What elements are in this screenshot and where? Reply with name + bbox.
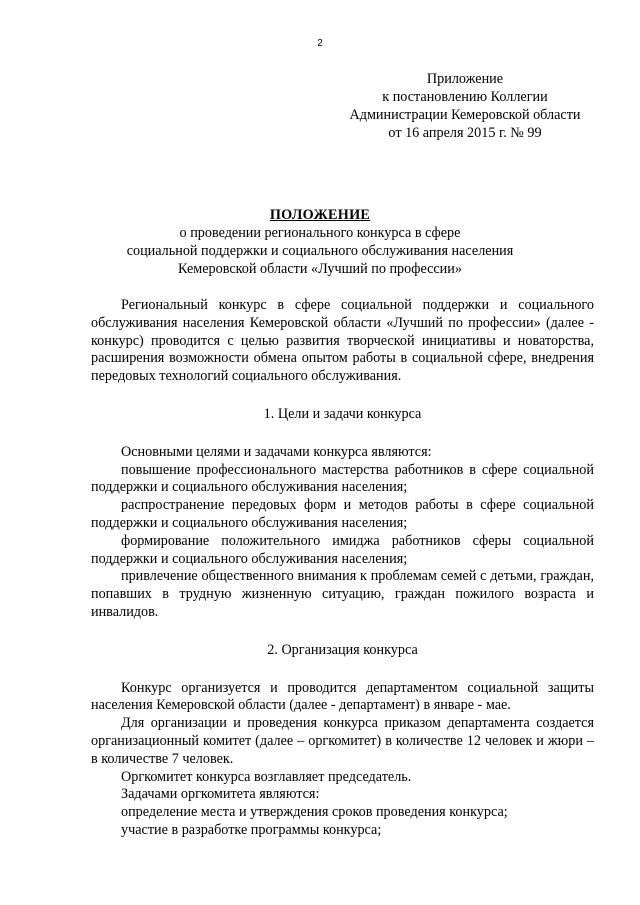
list-item: повышение профессионального мастерства работников в сфере социальной поддержки и социального обслуживания населения; xyxy=(91,461,594,496)
list-item: распространение передовых форм и методов работы в сфере социальной поддержки и социального обслуживания населения; xyxy=(91,497,594,531)
document-title-block xyxy=(60,206,580,278)
annex-line: Администрации Кемеровской области xyxy=(349,107,581,123)
section-heading: 2. Организация конкурса xyxy=(267,641,418,658)
page-number: 2 xyxy=(317,38,323,49)
annex-line: от 16 апреля 2015 г. № 99 xyxy=(388,125,542,141)
title-line: социальной поддержки и социального обслуживания населения xyxy=(126,243,514,259)
document-body xyxy=(91,297,594,840)
section-heading: 1. Цели и задачи конкурса xyxy=(263,405,422,422)
paragraph: Конкурс организуется и проводится департаментом социальной защиты населения Кемеровской области (далее - департамент) в январе - мае. xyxy=(91,679,594,714)
list-item: формирование положительного имиджа работников сферы социальной поддержки и социального обслуживания населения; xyxy=(91,532,594,567)
annex-line: к постановлению Коллегии xyxy=(382,89,548,105)
paragraph: участие в разработке программы конкурса; xyxy=(121,821,382,838)
paragraph: Для организации и проведения конкурса приказом департамента создается организационный комитет (далее – оргкомитет) в количестве 12 человек и жюри – в количестве 7 человек. xyxy=(91,715,594,767)
section-lead: Основными целями и задачами конкурса являются: xyxy=(121,443,432,460)
paragraph: определение места и утверждения сроков проведения конкурса; xyxy=(121,804,508,821)
paragraph: Оргкомитет конкурса возглавляет председатель. xyxy=(121,768,412,785)
title-line: Кемеровской области «Лучший по профессии» xyxy=(178,261,462,277)
annex-block xyxy=(320,70,610,142)
document-title: ПОЛОЖЕНИЕ xyxy=(269,207,371,223)
paragraph: Задачами оргкомитета являются: xyxy=(121,786,320,803)
title-line: о проведении регионального конкурса в сфере xyxy=(179,225,461,241)
intro-paragraph: Региональный конкурс в сфере социальной поддержки и социального обслуживания населения Кемеровской области «Лучший по профессии» (далее - конкурс) проводится с целью развития творческой инициативы и новаторства, расширения возможности обмена опытом работы в социальной сфере, внедрения передовых технологий социального обслуживания. xyxy=(91,297,594,385)
list-item: привлечение общественного внимания к проблемам семей с детьми, граждан, попавших в трудную жизненную ситуацию, граждан пожилого возраста и инвалидов. xyxy=(91,568,594,620)
annex-line: Приложение xyxy=(426,71,504,87)
